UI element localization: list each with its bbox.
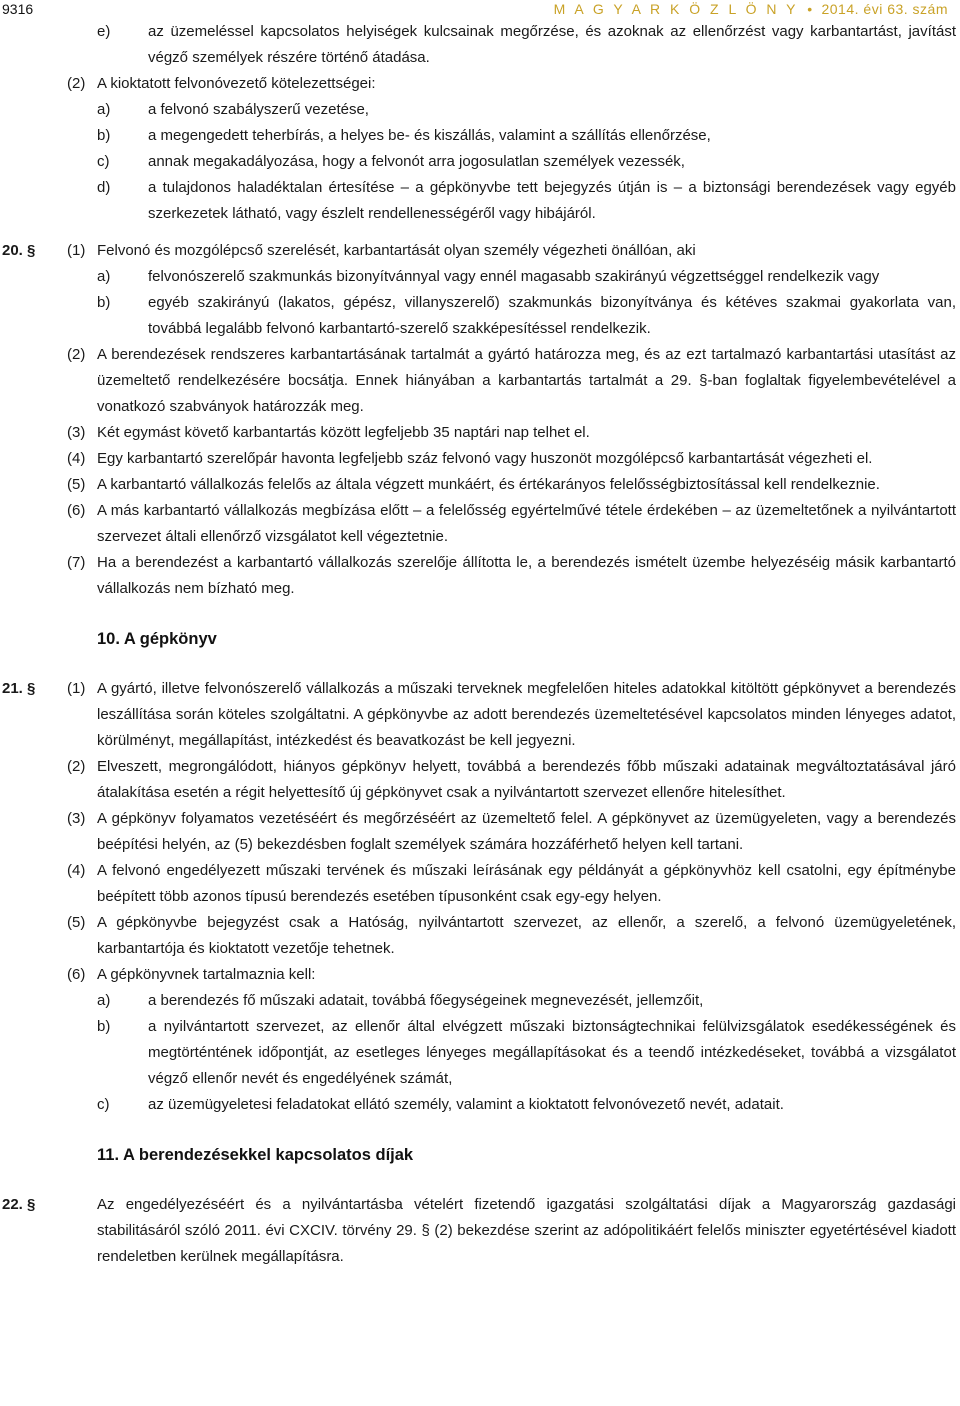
list-item: b) egyéb szakirányú (lakatos, gépész, villanyszerelő) szakmunkás bizonyítványa és kétéves szakmai gyakorlata van, továbbá legalább felvonó karbantartó-szerelő szakképesítéssel rendelkezik.	[97, 294, 956, 337]
list-item: d) a tulajdonos haladéktalan értesítése – a gépkönyvbe tett bejegyzés útján is – a biztonsági berendezések vagy egyéb szerkezetek látható, vagy észlelt rendellenességéről vagy hibájáról.	[97, 179, 956, 222]
section-label: 20. §	[2, 242, 36, 259]
paragraph: (5) A karbantartó vállalkozás felelős az általa végzett munkáért, és értékarányos felelősségbiztosítással kell rendelkeznie.	[67, 476, 880, 493]
paragraph: (4) Egy karbantartó szerelőpár havonta legfeljebb száz felvonó vagy huszonöt mozgólépcső karbantartását végezheti el.	[67, 450, 873, 467]
section-22: 22. § Az engedélyezéséért és a nyilvántartásba vételért fizetendő igazgatási szolgáltatási díjak a Magyarország gazdasági stabilitásáról szóló 2011. évi CXCIV. törvény 29. § (2) bekezdése szerint az adópolitikáért felelős miniszter egyetértésével kiadott rendeletben kerülnek megállapításra.	[0, 1192, 960, 1270]
list-item: a) a berendezés fő műszaki adatait, továbbá főegységeinek megnevezését, jellemzőit,	[97, 992, 704, 1009]
paragraph: (5) A gépkönyvbe bejegyzést csak a Hatóság, nyilvántartott szervezet, az ellenőr, a szerelő, a felvonó üzemügyeletének, karbantartója és kioktatott vezetője tehetnek.	[67, 914, 956, 957]
paragraph: (4) A felvonó engedélyezett műszaki tervének és műszaki leírásának egy példányát a gépkönyvhöz kell csatolni, egy építménybe beépített több azonos típusú berendezés esetében típusonként csak egy-egy helyen.	[67, 862, 956, 905]
paragraph: (6) A más karbantartó vállalkozás megbízása előtt – a felelősség egyértelművé tétele érdekében – az üzemeltetőnek a nyilvántartott szervezet általi ellenőrző vizsgálatot kell végeztetnie.	[67, 502, 956, 545]
paragraph: (2) Elveszett, megrongálódott, hiányos gépkönyv helyett, továbbá a berendezés főbb műszaki adatainak megváltoztatásával járó átalakítása esetén a régit helyettesítő új gépkönyvet csak a nyilvántartott szervezet ellenőre hitelesíthet.	[67, 758, 956, 801]
list-item: c) annak megakadályozása, hogy a felvonót arra jogosulatlan személyek vezessék,	[97, 153, 685, 170]
paragraph: (6) A gépkönyvnek tartalmaznia kell:	[67, 966, 316, 983]
page-number: 9316	[2, 1, 34, 17]
list-item-text: az üzemeléssel kapcsolatos helyiségek kulcsainak megőrzése, és azoknak az ellenőrzést vagy karbantartást, javítást végző személyek részére történő átadása.	[148, 23, 956, 66]
journal-name: M A G Y A R K Ö Z L Ö N Y	[553, 1, 799, 17]
list-item: e) az üzemeléssel kapcsolatos helyiségek kulcsainak megőrzése, és azoknak az ellenőrzést vagy karbantartást, javítást végző személyek részére történő átadása.	[0, 19, 960, 71]
document-body	[0, 22, 960, 1270]
section-21: 21. § (1) A gyártó, illetve felvonószerelő vállalkozás a műszaki terveknek megfelelően hiteles adatokkal kitöltött gépkönyvet a berendezés leszállítása során köteles szolgáltatni. A gépkönyvbe az adott berendezés üzemeltetésével kapcsolatos minden lényeges adatot, körülményt, megállapítást, intézkedést és beavatkozást be kell jegyezni.	[0, 676, 960, 754]
paragraph: (2) A kioktatott felvonóvezető kötelezettségei:	[67, 75, 376, 92]
paragraph: (3) A gépkönyv folyamatos vezetéséért és megőrzéséért az üzemeltető felel. A gépkönyvet az üzemügyeleten, vagy a berendezés beépítési helyén, az (5) bekezdésben foglalt személyek számára hozzáférhető helyen kell tartani.	[67, 810, 956, 853]
list-item: b) a megengedett teherbírás, a helyes be- és kiszállás, valamint a szállítás ellenőrzése,	[97, 127, 711, 144]
paragraph: (3) Két egymást követő karbantartás között legfeljebb 35 naptári nap telhet el.	[67, 424, 590, 441]
journal-title: M A G Y A R K Ö Z L Ö N Y • 2014. évi 63. szám	[553, 1, 948, 17]
section-label: 22. §	[2, 1196, 36, 1213]
list-item: b) a nyilvántartott szervezet, az ellenőr által elvégzett műszaki biztonságtechnikai felülvizsgálatok esedékességének és megtörténtének időpontját, az esetleges lényeges megállapításokat és a teendő intézkedéseket, továbbá a vizsgálatot végző ellenőr nevét és engedélyének számát,	[97, 1018, 956, 1087]
issue-number: 2014. évi 63. szám	[821, 1, 948, 17]
section-heading: 11. A berendezésekkel kapcsolatos díjak	[97, 1146, 414, 1164]
paragraph: (2) A berendezések rendszeres karbantartásának tartalmát a gyártó határozza meg, és az ezt tartalmazó karbantartási utasítást az üzemeltető rendelkezésére bocsátja. Ennek hiányában a karbantartás tartalmát a 29. §-ban foglaltak figyelembevételével a vonatkozó szabványok határozzák meg.	[67, 346, 956, 415]
list-item: a) a felvonó szabályszerű vezetése,	[97, 101, 369, 118]
section-heading: 10. A gépkönyv	[97, 630, 217, 648]
list-item: a) felvonószerelő szakmunkás bizonyítvánnyal vagy ennél magasabb szakirányú végzettséggel rendelkezik vagy	[97, 268, 880, 285]
section-20: 20. § (1) Felvonó és mozgólépcső szerelését, karbantartását olyan személy végezheti önállóan, aki	[0, 238, 960, 264]
paragraph: (7) Ha a berendezést a karbantartó vállalkozás szerelője állította le, a berendezés ismételt üzembe helyezéséig másik karbantartó vállalkozás nem bízható meg.	[67, 554, 956, 597]
list-item: c) az üzemügyeletesi feladatokat ellátó személy, valamint a kioktatott felvonóvezető nevét, adatait.	[97, 1096, 784, 1113]
section-label: 21. §	[2, 680, 36, 697]
